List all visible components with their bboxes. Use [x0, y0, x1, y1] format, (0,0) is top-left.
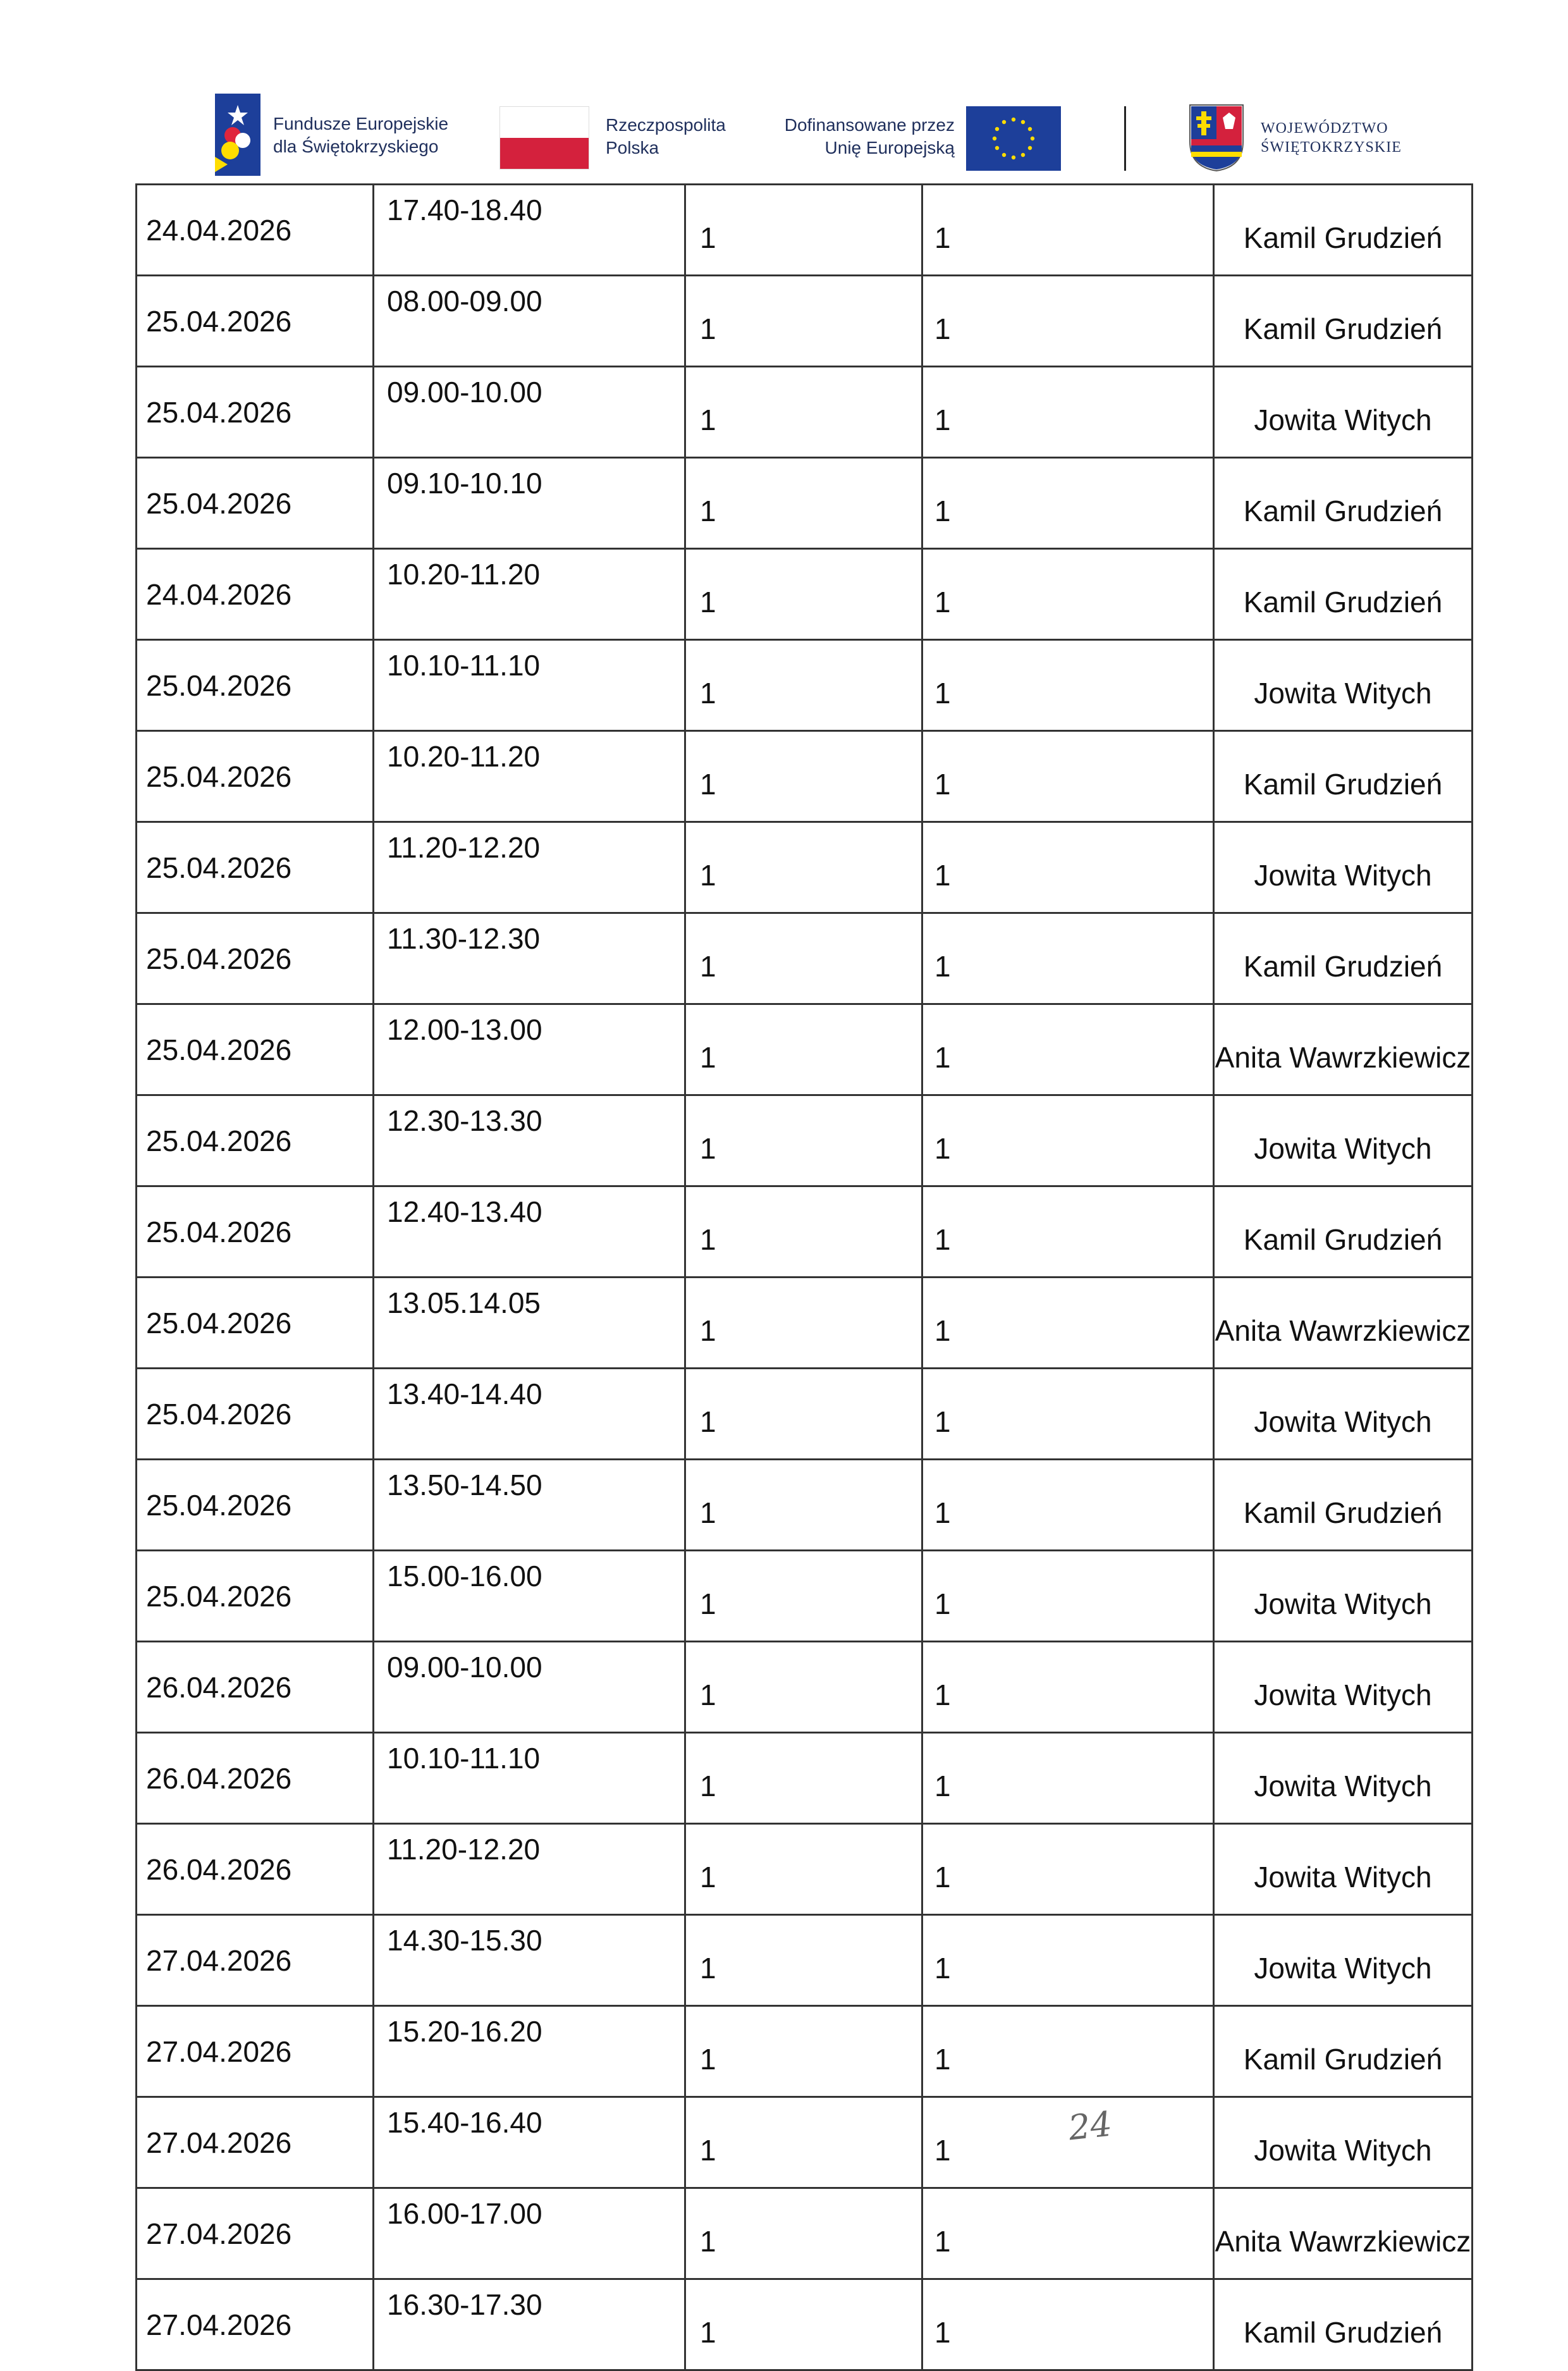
table-row: [137, 1186, 1473, 1278]
count-cell: 1: [685, 2097, 922, 2188]
time-cell: 11.20-12.20: [374, 822, 685, 913]
date-cell: 24.04.2026: [137, 185, 374, 276]
count-cell: 1: [685, 1369, 922, 1460]
count-cell: 1: [685, 822, 922, 913]
count-cell: 1: [685, 1551, 922, 1642]
count-cell: 1: [685, 1278, 922, 1369]
date-cell: 25.04.2026: [137, 276, 374, 367]
eu-star-icon: [1002, 120, 1006, 124]
count-cell-2: 1: [922, 731, 1214, 822]
count-cell: 1: [685, 1824, 922, 1915]
date-cell: 25.04.2026: [137, 640, 374, 731]
time-cell: 15.00-16.00: [374, 1551, 685, 1642]
fundusze-europejskie-logo: [215, 94, 260, 176]
name-cell: Kamil Grudzień: [1214, 185, 1473, 276]
count-cell-2: 1: [922, 2188, 1214, 2279]
count-cell: 1: [685, 1095, 922, 1186]
count-cell: 1: [685, 2006, 922, 2097]
count-cell-2: 1: [922, 1551, 1214, 1642]
count-cell: 1: [685, 1915, 922, 2006]
name-cell: Jowita Witych: [1214, 1642, 1473, 1733]
name-cell: Kamil Grudzień: [1214, 2006, 1473, 2097]
count-cell-2: 1: [922, 549, 1214, 640]
table-row: [137, 1551, 1473, 1642]
table-row: [137, 1733, 1473, 1824]
time-cell: 15.40-16.40: [374, 2097, 685, 2188]
eu-star-icon: [993, 137, 996, 140]
name-cell: Kamil Grudzień: [1214, 1460, 1473, 1551]
time-cell: 09.00-10.00: [374, 367, 685, 458]
name-cell: Kamil Grudzień: [1214, 549, 1473, 640]
count-cell-2: 1: [922, 913, 1214, 1004]
time-cell: 13.05.14.05: [374, 1278, 685, 1369]
pl-line2: Polska: [606, 138, 659, 157]
name-cell: Anita Wawrzkiewicz: [1214, 1278, 1473, 1369]
document-header: [0, 0, 1568, 183]
table-row: [137, 1278, 1473, 1369]
wojewodztwo-text: [1261, 119, 1402, 157]
time-cell: 10.10-11.10: [374, 640, 685, 731]
name-cell: Kamil Grudzień: [1214, 1186, 1473, 1278]
time-cell: 16.30-17.30: [374, 2279, 685, 2370]
date-cell: 26.04.2026: [137, 1642, 374, 1733]
polish-flag: [499, 106, 589, 169]
name-cell: Anita Wawrzkiewicz: [1214, 2188, 1473, 2279]
count-cell: 1: [685, 549, 922, 640]
date-cell: 25.04.2026: [137, 367, 374, 458]
name-cell: Anita Wawrzkiewicz: [1214, 1004, 1473, 1095]
table-row: [137, 1824, 1473, 1915]
time-cell: 13.40-14.40: [374, 1369, 685, 1460]
date-cell: 25.04.2026: [137, 822, 374, 913]
date-cell: 25.04.2026: [137, 913, 374, 1004]
eu-star-icon: [995, 146, 999, 150]
count-cell: 1: [685, 1460, 922, 1551]
woj-line2: ŚWIĘTOKRZYSKIE: [1261, 139, 1402, 156]
table-row: [137, 1642, 1473, 1733]
name-cell: Jowita Witych: [1214, 822, 1473, 913]
fundusze-europejskie-text: [273, 113, 448, 158]
header-divider: [1124, 106, 1126, 171]
eu-star-icon: [1012, 118, 1015, 121]
count-cell-2: 1: [922, 276, 1214, 367]
date-cell: 25.04.2026: [137, 1186, 374, 1278]
table-row: [137, 2097, 1473, 2188]
count-cell: 1: [685, 913, 922, 1004]
eu-star-icon: [1021, 153, 1025, 157]
count-cell: 1: [685, 1733, 922, 1824]
schedule-table: [135, 183, 1473, 2371]
count-cell-2: 1: [922, 1460, 1214, 1551]
count-cell-2: 1: [922, 367, 1214, 458]
time-cell: 12.40-13.40: [374, 1186, 685, 1278]
table-row: [137, 913, 1473, 1004]
rzeczpospolita-text: [606, 114, 726, 159]
date-cell: 27.04.2026: [137, 2188, 374, 2279]
count-cell-2: 1: [922, 1369, 1214, 1460]
date-cell: 24.04.2026: [137, 549, 374, 640]
table-row: [137, 549, 1473, 640]
name-cell: Kamil Grudzień: [1214, 2279, 1473, 2370]
table-row: [137, 185, 1473, 276]
time-cell: 14.30-15.30: [374, 1915, 685, 2006]
table-row: [137, 367, 1473, 458]
time-cell: 10.20-11.20: [374, 549, 685, 640]
date-cell: 27.04.2026: [137, 1915, 374, 2006]
count-cell-2: 1: [922, 1733, 1214, 1824]
count-cell-2: 1: [922, 640, 1214, 731]
table-row: [137, 640, 1473, 731]
date-cell: 26.04.2026: [137, 1733, 374, 1824]
count-cell-2: 1: [922, 1824, 1214, 1915]
time-cell: 08.00-09.00: [374, 276, 685, 367]
name-cell: Jowita Witych: [1214, 1824, 1473, 1915]
eu-line1: Dofinansowane przez: [784, 115, 955, 135]
table-row: [137, 731, 1473, 822]
eu-funding-text: [759, 114, 955, 159]
date-cell: 27.04.2026: [137, 2006, 374, 2097]
time-cell: 12.00-13.00: [374, 1004, 685, 1095]
count-cell: 1: [685, 1642, 922, 1733]
fe-line1: Fundusze Europejskie: [273, 114, 449, 133]
time-cell: 09.10-10.10: [374, 458, 685, 549]
count-cell: 1: [685, 458, 922, 549]
eu-star-icon: [1012, 156, 1015, 159]
date-cell: 25.04.2026: [137, 1095, 374, 1186]
table-row: [137, 822, 1473, 913]
count-cell: 1: [685, 2279, 922, 2370]
time-cell: 10.20-11.20: [374, 731, 685, 822]
time-cell: 17.40-18.40: [374, 185, 685, 276]
name-cell: Jowita Witych: [1214, 1369, 1473, 1460]
eu-star-icon: [1028, 127, 1032, 131]
eu-star-icon: [1028, 146, 1032, 150]
time-cell: 09.00-10.00: [374, 1642, 685, 1733]
name-cell: Jowita Witych: [1214, 367, 1473, 458]
time-cell: 15.20-16.20: [374, 2006, 685, 2097]
count-cell-2: 1: [922, 2279, 1214, 2370]
table-row: [137, 458, 1473, 549]
date-cell: 25.04.2026: [137, 1460, 374, 1551]
date-cell: 27.04.2026: [137, 2097, 374, 2188]
name-cell: Kamil Grudzień: [1214, 731, 1473, 822]
table-row: [137, 2279, 1473, 2370]
date-cell: 25.04.2026: [137, 1278, 374, 1369]
count-cell-2: 1: [922, 1915, 1214, 2006]
swietokrzyskie-coat-of-arms: [1189, 104, 1244, 172]
date-cell: 25.04.2026: [137, 1004, 374, 1095]
date-cell: 25.04.2026: [137, 1369, 374, 1460]
count-cell: 1: [685, 276, 922, 367]
count-cell: 1: [685, 731, 922, 822]
count-cell: 1: [685, 185, 922, 276]
name-cell: Kamil Grudzień: [1214, 913, 1473, 1004]
name-cell: Jowita Witych: [1214, 1915, 1473, 2006]
eu-star-icon: [1031, 137, 1034, 140]
count-cell-2: 1: [922, 2006, 1214, 2097]
name-cell: Jowita Witych: [1214, 1551, 1473, 1642]
woj-line1: WOJEWÓDZTWO: [1261, 120, 1388, 137]
table-row: [137, 2188, 1473, 2279]
count-cell: 1: [685, 640, 922, 731]
time-cell: 10.10-11.10: [374, 1733, 685, 1824]
count-cell-2: 1: [922, 2097, 1214, 2188]
count-cell: 1: [685, 1186, 922, 1278]
table-row: [137, 1460, 1473, 1551]
count-cell: 1: [685, 1004, 922, 1095]
date-cell: 27.04.2026: [137, 2279, 374, 2370]
count-cell-2: 1: [922, 185, 1214, 276]
name-cell: Kamil Grudzień: [1214, 276, 1473, 367]
table-row: [137, 1915, 1473, 2006]
eu-star-icon: [1021, 120, 1025, 124]
count-cell: 1: [685, 367, 922, 458]
count-cell-2: 1: [922, 1186, 1214, 1278]
eu-star-icon: [1002, 153, 1006, 157]
count-cell-2: 1: [922, 458, 1214, 549]
table-row: [137, 276, 1473, 367]
name-cell: Kamil Grudzień: [1214, 458, 1473, 549]
fe-line2: dla Świętokrzyskiego: [273, 137, 439, 156]
count-cell-2: 1: [922, 1278, 1214, 1369]
eu-star-icon: [995, 127, 999, 131]
date-cell: 25.04.2026: [137, 458, 374, 549]
table-row: [137, 1369, 1473, 1460]
table-row: [137, 1095, 1473, 1186]
time-cell: 13.50-14.50: [374, 1460, 685, 1551]
count-cell: 1: [685, 2188, 922, 2279]
table-row: [137, 1004, 1473, 1095]
eu-flag: [966, 106, 1061, 171]
handwritten-page-number: 24: [1066, 2103, 1114, 2148]
time-cell: 11.20-12.20: [374, 1824, 685, 1915]
time-cell: 16.00-17.00: [374, 2188, 685, 2279]
count-cell-2: 1: [922, 1095, 1214, 1186]
time-cell: 11.30-12.30: [374, 913, 685, 1004]
time-cell: 12.30-13.30: [374, 1095, 685, 1186]
count-cell-2: 1: [922, 1004, 1214, 1095]
table-row: [137, 2006, 1473, 2097]
schedule-body: [137, 185, 1473, 2370]
count-cell-2: 1: [922, 822, 1214, 913]
name-cell: Jowita Witych: [1214, 2097, 1473, 2188]
name-cell: Jowita Witych: [1214, 1733, 1473, 1824]
count-cell-2: 1: [922, 1642, 1214, 1733]
eu-line2: Unię Europejską: [824, 138, 955, 157]
date-cell: 25.04.2026: [137, 1551, 374, 1642]
pl-line1: Rzeczpospolita: [606, 115, 726, 135]
name-cell: Jowita Witych: [1214, 640, 1473, 731]
date-cell: 26.04.2026: [137, 1824, 374, 1915]
date-cell: 25.04.2026: [137, 731, 374, 822]
name-cell: Jowita Witych: [1214, 1095, 1473, 1186]
